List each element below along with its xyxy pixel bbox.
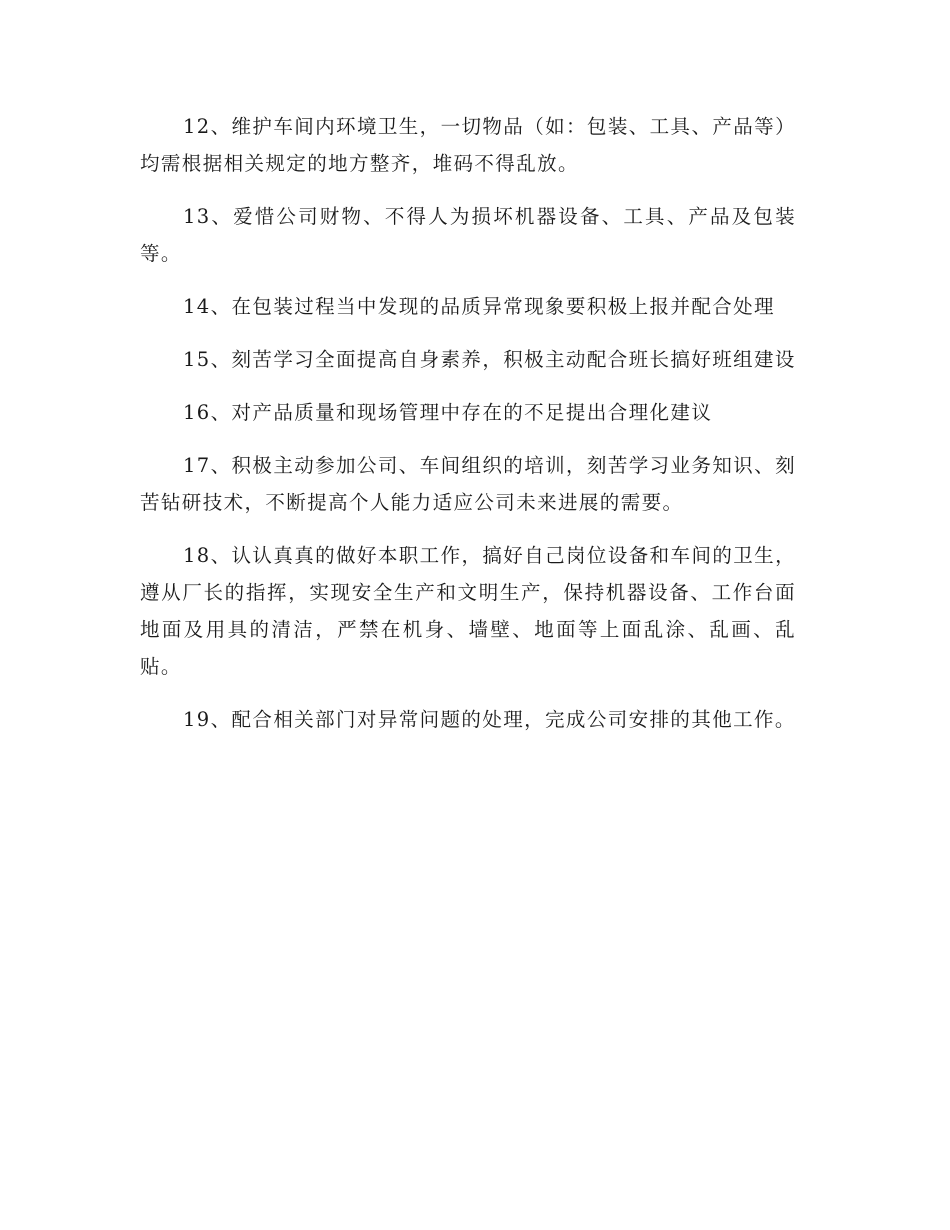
paragraph-16: 16、对产品质量和现场管理中存在的不足提出合理化建议: [183, 401, 713, 424]
paragraph-13: 13、爱惜公司财物、不得人为损坏机器设备、工具、产品及包装等。: [140, 205, 796, 265]
paragraph-18: 18、认认真真的做好本职工作，搞好自己岗位设备和车间的卫生，遵从厂长的指挥，实现安全生产和文明生产，保持机器设备、工作台面地面及用具的清洁，严禁在机身、墙壁、地面等上面乱涂、乱画、乱贴。: [140, 544, 796, 678]
paragraph-14: 14、在包装过程当中发现的品质异常现象要积极上报并配合处理: [183, 295, 775, 318]
paragraph-15: 15、刻苦学习全面提高自身素养，积极主动配合班长搞好班组建设: [183, 348, 796, 371]
paragraph-17: 17、积极主动参加公司、车间组织的培训，刻苦学习业务知识、刻苦钻研技术，不断提高个人能力适应公司未来进展的需要。: [140, 454, 796, 514]
document-body: [140, 108, 796, 754]
paragraph-12: 12、维护车间内环境卫生，一切物品（如：包装、工具、产品等）均需根据相关规定的地方整齐，堆码不得乱放。: [140, 115, 796, 175]
paragraph-19: 19、配合相关部门对异常问题的处理，完成公司安排的其他工作。: [183, 708, 796, 731]
